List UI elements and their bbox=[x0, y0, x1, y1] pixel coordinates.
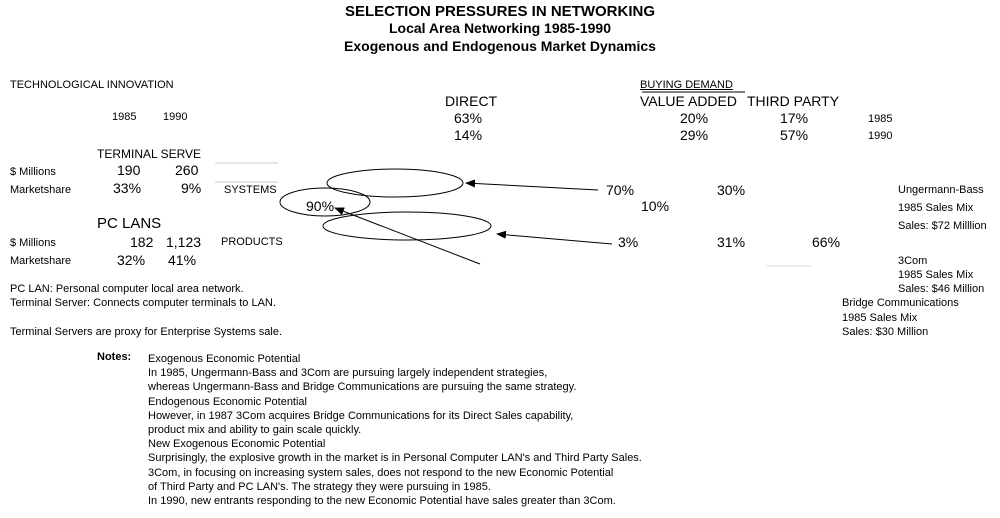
buying-year-1985: 1985 bbox=[868, 113, 893, 125]
direct-1990: 14% bbox=[454, 127, 483, 143]
arrow-to-systems bbox=[466, 183, 598, 190]
ts-millions-label: $ Millions bbox=[10, 166, 56, 178]
note-line: However, in 1987 3Com acquires Bridge Communications for its Direct Sales capability, bbox=[148, 409, 574, 422]
arrow-to-bridge bbox=[335, 208, 480, 264]
note-line: 3Com, in focusing on increasing system sales, does not respond to the new Economic Potential bbox=[148, 466, 614, 479]
com-third-party-pct: 66% bbox=[812, 234, 841, 250]
bridge-name: Bridge Communications bbox=[842, 297, 959, 309]
third-party-1985: 17% bbox=[780, 110, 809, 126]
note-line: Surprisingly, the explosive growth in the market is in Personal Computer LAN's and Third Party Sales. bbox=[148, 452, 642, 465]
page-subtitle-2: Exogenous and Endogenous Market Dynamics bbox=[344, 38, 656, 54]
note-line: New Exogenous Economic Potential bbox=[148, 438, 326, 451]
definition-terminal-server: Terminal Server: Connects computer terminals to LAN. bbox=[10, 297, 276, 309]
note-line: In 1990, new entrants responding to the new Economic Potential have sales greater than 3Com. bbox=[148, 495, 616, 508]
terminal-server-label: TERMINAL SERVE bbox=[97, 147, 202, 161]
segment-products: PRODUCTS bbox=[221, 236, 283, 248]
buying-third-party-header: THIRD PARTY bbox=[747, 93, 840, 109]
ub-value-added-pct: 30% bbox=[717, 182, 746, 198]
bridge-mix-label: 1985 Sales Mix bbox=[842, 312, 918, 324]
buying-year-1990: 1990 bbox=[868, 130, 893, 142]
buying-direct-header: DIRECT bbox=[445, 93, 498, 109]
page-subtitle: Local Area Networking 1985-1990 bbox=[388, 20, 612, 36]
pc-millions-label: $ Millions bbox=[10, 237, 56, 249]
bridge-sales: Sales: $30 Million bbox=[842, 326, 929, 338]
ub-sales: Sales: $72 Milllion bbox=[898, 220, 987, 232]
systems-ellipse bbox=[327, 169, 463, 197]
third-party-1990: 57% bbox=[780, 127, 809, 143]
pc-share-1990: 41% bbox=[168, 252, 197, 268]
arrow-to-products bbox=[497, 234, 612, 244]
com-direct-pct: 3% bbox=[618, 234, 639, 250]
tech-year-1985: 1985 bbox=[112, 111, 137, 123]
com-name: 3Com bbox=[898, 255, 928, 267]
com-value-added-pct: 31% bbox=[717, 234, 746, 250]
pc-share-label: Marketshare bbox=[10, 255, 72, 267]
note-line: Exogenous Economic Potential bbox=[148, 353, 301, 365]
pc-millions-1985: 182 bbox=[130, 234, 154, 250]
tech-heading: TECHNOLOGICAL INNOVATION bbox=[10, 79, 174, 91]
ts-share-label: Marketshare bbox=[10, 184, 72, 196]
definition-proxy: Terminal Servers are proxy for Enterprise Systems sale. bbox=[10, 326, 283, 338]
bridge-direct-pct: 90% bbox=[306, 198, 335, 214]
segment-systems: SYSTEMS bbox=[224, 184, 277, 196]
ub-direct-pct: 70% bbox=[606, 182, 635, 198]
ts-share-1990: 9% bbox=[181, 180, 202, 196]
value-added-1990: 29% bbox=[680, 127, 709, 143]
pc-share-1985: 32% bbox=[117, 252, 146, 268]
definition-pc-lan: PC LAN: Personal computer local area network. bbox=[10, 283, 244, 295]
ub-name: Ungermann-Bass bbox=[898, 184, 984, 196]
value-added-1985: 20% bbox=[680, 110, 709, 126]
buying-value-added-header: VALUE ADDED bbox=[640, 93, 737, 109]
com-sales: Sales: $46 Million bbox=[898, 283, 985, 295]
bridge-value-added-pct: 10% bbox=[641, 198, 670, 214]
pc-millions-1990: 1,123 bbox=[166, 234, 202, 250]
buying-heading: BUYING DEMAND bbox=[640, 79, 733, 91]
page-title: SELECTION PRESSURES IN NETWORKING bbox=[344, 3, 656, 20]
note-line: whereas Ungermann-Bass and Bridge Communications are pursuing the same strategy. bbox=[148, 381, 577, 394]
ts-share-1985: 33% bbox=[113, 180, 142, 196]
direct-1985: 63% bbox=[454, 110, 483, 126]
ts-millions-1990: 260 bbox=[175, 162, 199, 178]
note-line: of Third Party and PC LAN's. The strategy they were pursuing in 1985. bbox=[148, 480, 491, 493]
note-line: Endogenous Economic Potential bbox=[148, 395, 307, 408]
pc-lans-label: PC LANS bbox=[97, 215, 162, 232]
note-line: In 1985, Ungermann-Bass and 3Com are pursuing largely independent strategies, bbox=[148, 367, 548, 380]
note-line: product mix and ability to gain scale quickly. bbox=[148, 424, 362, 437]
bridge-ellipse bbox=[280, 188, 370, 216]
com-mix-label: 1985 Sales Mix bbox=[898, 269, 974, 281]
notes-label: Notes: bbox=[97, 351, 132, 363]
ub-mix-label: 1985 Sales Mix bbox=[898, 202, 974, 214]
ts-millions-1985: 190 bbox=[117, 162, 141, 178]
tech-year-1990: 1990 bbox=[163, 111, 188, 123]
